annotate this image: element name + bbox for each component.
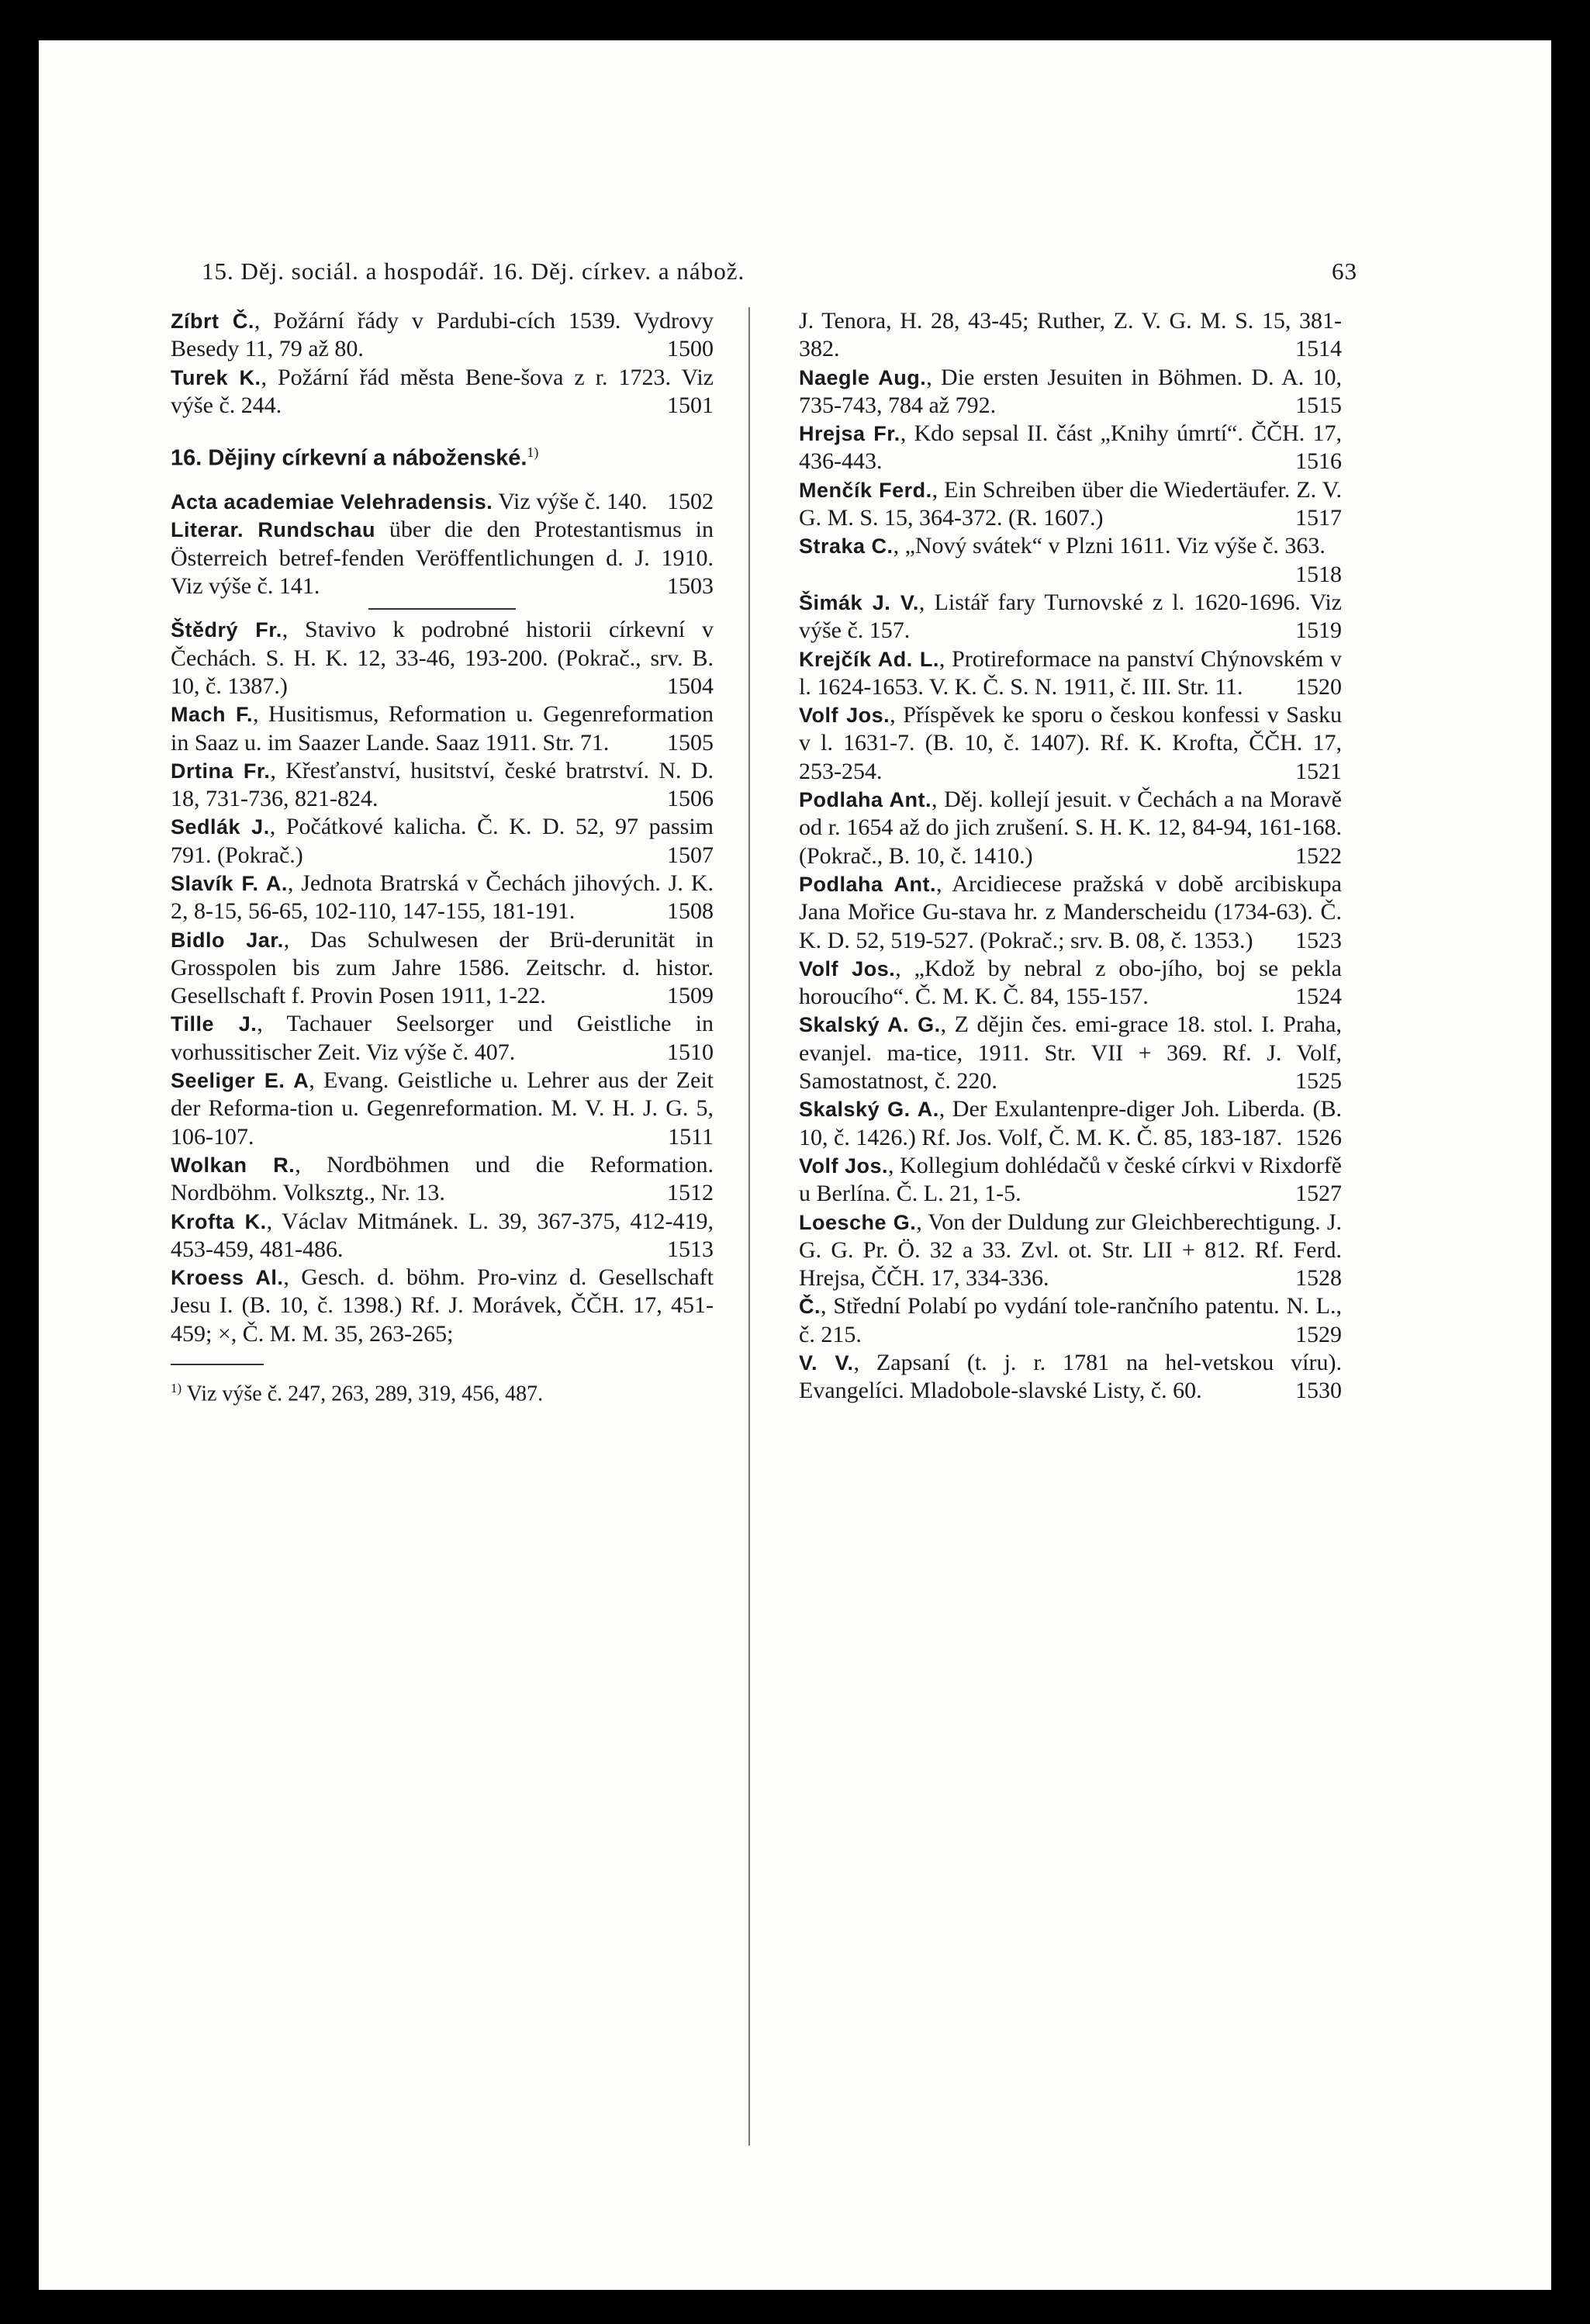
entry-author: Štědrý Fr. [171,618,282,642]
section-heading [171,438,714,472]
bibliography-entry [799,1209,1342,1293]
entry-number: 1517 [1295,505,1342,531]
bibliography-entry [799,589,1342,645]
running-header [171,258,1357,285]
entry-number: 1510 [667,1039,714,1065]
entry-number: 1525 [1295,1068,1342,1095]
entry-text: , Střední Polabí po vydání tole-rančního patentu. N. L., č. 215. [799,1293,1342,1347]
entry-text: Viz výše č. 140. [493,489,648,515]
entry-text: über die den Protestantismus in Österreich betref-fenden Veröffentlichungen d. J. 1910. Viz výše č. 141. [171,517,714,600]
entry-author: Wolkan R. [171,1153,296,1177]
entry-author: Volf Jos. [799,704,890,728]
bibliography-entry [171,926,714,1011]
bibliography-entry [171,870,714,926]
bibliography-entry [799,532,1342,589]
entry-number: 1507 [667,842,714,868]
entry-number: 1500 [667,336,714,362]
entry-text: , Děj. kollejí jesuit. v Čechách a na Moravě od r. 1654 až do jich zrušení. S. H. K. 12, 84-94, 161-168. (Pokrač., B. 10, č. 1410.) [799,787,1342,869]
column-divider [748,307,750,2146]
entry-number: 1502 [667,489,714,515]
entry-author: Turek K. [171,365,261,389]
entry-number: 1526 [1295,1124,1342,1150]
bibliography-entry [171,1067,714,1151]
entry-author: Šimák J. V. [799,590,919,614]
entry-text: J. Tenora, H. 28, 43-45; Ruther, Z. V. G. M. S. 15, 381-382. [799,308,1342,362]
entry-text: , Stavivo k podrobné historii církevní v Čechách. S. H. K. 12, 33-46, 193-200. (Pokrač., srv. B. 10, č. 1387.) [171,617,714,699]
entry-author: Krofta K. [171,1209,267,1233]
entry-author: Č. [799,1295,821,1319]
entry-text: , Požární řád města Bene-šova z r. 1723. Viz výše č. 244. [171,364,714,418]
entry-author: Tille J. [171,1012,258,1036]
entry-author: Bidlo Jar. [171,928,284,952]
entry-text: , Der Exulantenpre-diger Joh. Liberda. (B. 10, č. 1426.) Rf. Jos. Volf, Č. M. K. Č. 85, 183-187. [799,1096,1342,1150]
footnote-rule [171,1364,264,1365]
entry-number: 1504 [667,673,714,699]
entry-number: 1521 [1295,758,1342,784]
entry-author: Krejčík Ad. L. [799,647,939,671]
entry-text: , Tachauer Seelsorger und Geistliche in vorhussitischer Zeit. Viz výše č. 407. [171,1011,714,1065]
entry-author: Literar. Rundschau [171,518,375,542]
entry-text: , Husitismus, Reformation u. Gegenreformation in Saaz u. im Saazer Lande. Saaz 1911. Str. 71. [171,701,714,756]
entry-author: Sedlák J. [171,815,270,839]
entry-text: , Gesch. d. böhm. Pro-vinz d. Gesellschaft Jesu I. (B. 10, č. 1398.) Rf. J. Morávek, ČČH. 17, 451-459; ×, Č. M. M. 35, 263-265; [171,1264,714,1347]
bibliography-entry [171,364,714,420]
left-column [171,307,714,1407]
entry-number: 1518 [1295,561,1342,587]
bibliography-entry [171,1264,714,1348]
entry-number: 1523 [1295,927,1342,953]
entry-number: 1506 [667,786,714,812]
footnote [171,1375,714,1407]
bibliography-entry [799,870,1342,955]
entry-text: , Příspěvek ke sporu o českou konfessi v Sasku v l. 1631-7. (B. 10, č. 1407). Rf. K. Krofta, ČČH. 17, 253-254. [799,702,1342,784]
entry-number: 1530 [1295,1378,1342,1404]
entry-text: , Arcidiecese pražská v době arcibiskupa Jana Mořice Gu-stava hr. z Manderscheidu (1734-63). Č. K. D. 52, 519-527. (Pokrač.; srv. B. 08, č. 1353.) [799,870,1342,953]
entry-author: Menčík Ferd. [799,478,932,502]
entry-number: 1512 [667,1180,714,1206]
bibliography-entry [171,488,714,516]
section-16-entries-a [171,488,714,600]
bibliography-entry [171,307,714,364]
entry-text: , „Nový svátek“ v Plzni 1611. Viz výše č. 363. [893,533,1326,559]
entry-number: 1519 [1295,617,1342,644]
bibliography-entry [799,1152,1342,1209]
entry-text: , Václav Mitmánek. L. 39, 367-375, 412-419, 453-459, 481-486. [171,1208,714,1262]
entry-author: Straka C. [799,534,894,559]
bibliography-entry [799,420,1342,476]
bibliography-entry [799,307,1342,364]
entry-number: 1513 [667,1236,714,1262]
bibliography-entry [799,1292,1342,1349]
bibliography-entry [799,955,1342,1012]
bibliography-entry [171,1151,714,1208]
entry-number: 1505 [667,729,714,756]
entry-text: , Počátkové kalicha. Č. K. D. 52, 97 passim 791. (Pokrač.) [171,814,714,868]
section-16-entries-b [171,616,714,1348]
footnote-text: Viz výše č. 247, 263, 289, 319, 456, 487. [181,1382,544,1406]
entry-author: Zíbrt Č. [171,310,254,333]
entry-text: , Z dějin čes. emi-grace 18. stol. I. Praha, evanjel. ma-tice, 1911. Str. VII + 369. Rf. J. Volf, Samostatnost, č. 220. [799,1012,1342,1095]
bibliography-entry [171,1208,714,1264]
entry-text: , Listář fary Turnovské z l. 1620-1696. Viz výše č. 157. [799,589,1342,644]
entry-text: , Požární řády v Pardubi-cích 1539. Vydrovy Besedy 11, 79 až 80. [171,308,714,362]
bibliography-entry [171,757,714,814]
entry-text: , Protireformace na panství Chýnovském v l. 1624-1653. V. K. Č. S. N. 1911, č. III. Str. 11. [799,645,1342,700]
entry-number: 1501 [667,392,714,418]
entry-author: Loesche G. [799,1210,917,1234]
footnote-mark: 1) [171,1381,182,1396]
entry-number: 1509 [667,983,714,1009]
page-content [171,258,1357,1407]
entry-author: Volf Jos. [799,956,896,980]
entry-author: Podlaha Ant. [799,788,932,812]
entry-text: , Kdo sepsal II. část „Knihy úmrtí“. ČČH. 17, 436-443. [799,420,1342,475]
entry-number: 1508 [667,898,714,925]
entry-text: , Von der Duldung zur Gleichberechtigung. J. G. G. Pr. Ö. 32 a 33. Zvl. ot. Str. LII + 812. Rf. Ferd. Hrejsa, ČČH. 17, 334-336. [799,1209,1343,1292]
entry-text: , Kollegium dohlédačů v české církvi v Rixdorfě u Berlína. Č. L. 21, 1-5. [799,1152,1342,1207]
entry-text: , Die ersten Jesuiten in Böhmen. D. A. 10, 735-743, 784 až 792. [799,364,1342,418]
bibliography-entry [799,364,1342,420]
entry-author: Acta academiae Velehradensis. [171,490,493,514]
bibliography-entry [171,516,714,600]
bibliography-entry [799,476,1342,533]
entry-number: 1527 [1295,1181,1342,1207]
entry-author: Slavík F. A. [171,872,288,895]
bibliography-entry [171,700,714,757]
entry-number: 1515 [1295,392,1342,418]
entry-number: 1528 [1295,1265,1342,1292]
entry-text: , Das Schulwesen der Brü-derunität in Grosspolen bis zum Jahre 1586. Zeitschr. d. histor. Gesellschaft f. Provin Posen 1911, 1-22. [171,926,714,1009]
entry-author: Naegle Aug. [799,365,927,389]
entry-text: , Evang. Geistliche u. Lehrer aus der Zeit der Reforma-tion u. Gegenreformation. M. V. H. J. G. 5, 106-107. [171,1067,714,1150]
bibliography-entry [799,1095,1342,1152]
separator-rule [368,608,516,610]
bibliography-entry [171,813,714,870]
entry-author: Hrejsa Fr. [799,422,900,446]
entry-number: 1503 [667,573,714,600]
entry-author: Kroess Al. [171,1266,284,1290]
entry-text: , Jednota Bratrská v Čechách jihových. J. K. 2, 8-15, 56-65, 102-110, 147-155, 181-191. [171,870,714,925]
entry-text: , Zapsaní (t. j. r. 1781 na hel-vetskou víru). Evangelíci. Mladobole-slavské Listy, č. 60. [799,1349,1342,1404]
bibliography-entry [799,701,1342,786]
entry-author: Podlaha Ant. [799,872,936,896]
bibliography-entry [799,1349,1342,1406]
section-heading-note: 1) [527,444,539,461]
entry-number: 1511 [668,1123,714,1150]
entry-author: Seeliger E. A [171,1069,309,1093]
entry-number: 1516 [1295,448,1342,475]
bibliography-entry [799,786,1342,870]
right-column [799,307,1342,1407]
entry-number: 1529 [1295,1321,1342,1347]
entry-author: Skalský A. G. [799,1013,941,1037]
entry-number: 1522 [1295,842,1342,869]
entry-text: , Nordböhmen und die Reformation. Nordböhm. Volksztg., Nr. 13. [171,1151,714,1206]
entry-text: , Křesťanství, husitství, české bratrství. N. D. 18, 731-736, 821-824. [171,757,714,812]
section-15-entries [171,307,714,420]
bibliography-entry [171,1010,714,1067]
entry-author: Drtina Fr. [171,759,271,783]
page [39,40,1551,2290]
bibliography-entry [799,645,1342,702]
entry-author: V. V. [799,1350,854,1375]
entry-author: Skalský G. A. [799,1098,939,1122]
header-title: 15. Děj. sociál. a hospodář. 16. Děj. církev. a nábož. [202,258,745,285]
bibliography-entry [799,1011,1342,1095]
entry-number: 1514 [1295,336,1342,362]
entry-text: , Ein Schreiben über die Wiedertäufer. Z. V. G. M. S. 15, 364-372. (R. 1607.) [799,476,1342,531]
bibliography-entry [171,616,714,700]
entry-number: 1520 [1295,673,1342,700]
entry-number: 1524 [1295,984,1342,1010]
entry-author: Mach F. [171,703,254,727]
page-number: 63 [1332,258,1357,285]
text-columns [171,307,1357,1407]
section-heading-text: 16. Dějiny církevní a náboženské. [171,445,527,471]
entry-author: Volf Jos. [799,1153,889,1178]
entry-text: , „Kdož by nebral z obo-jího, boj se pekla horoucího“. Č. M. K. Č. 84, 155-157. [799,955,1342,1010]
